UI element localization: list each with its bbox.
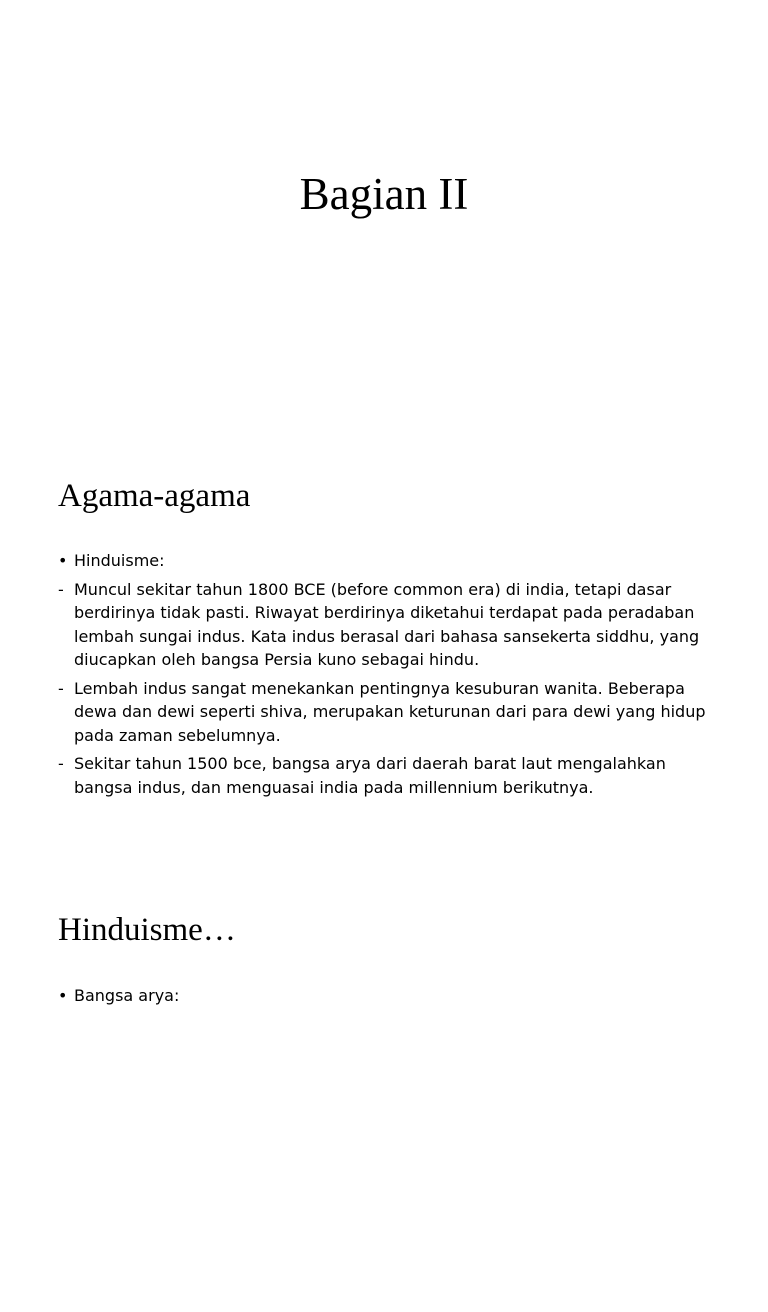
list-item bbox=[58, 677, 718, 748]
list-item bbox=[58, 752, 718, 799]
list-item-text: Sekitar tahun 1500 bce, bangsa arya dari daerah barat laut mengalahkan bangsa indus, dan menguasai india pada millennium berikutnya. bbox=[74, 754, 666, 797]
dash-marker: - bbox=[58, 754, 64, 773]
content-list bbox=[58, 984, 718, 1013]
list-item bbox=[58, 984, 718, 1008]
slide-title: Agama-agama bbox=[58, 478, 251, 514]
list-item bbox=[58, 578, 718, 672]
slide-title: Hinduisme… bbox=[58, 912, 236, 948]
content-list bbox=[58, 549, 718, 804]
bullet-marker: • bbox=[58, 986, 68, 1005]
list-item-text: Lembah indus sangat menekankan pentingnya kesuburan wanita. Beberapa dewa dan dewi seperti shiva, merupakan keturunan dari para dewi yang hidup pada zaman sebelumnya. bbox=[74, 678, 706, 745]
slide-agama bbox=[0, 440, 768, 872]
list-item bbox=[58, 549, 718, 573]
slide-hinduisme bbox=[0, 880, 768, 1312]
slide-cover bbox=[0, 0, 768, 432]
bullet-marker: • bbox=[58, 551, 68, 570]
cover-title: Bagian II bbox=[299, 169, 469, 219]
dash-marker: - bbox=[58, 579, 64, 599]
list-item-text: Hinduisme: bbox=[74, 551, 165, 570]
dash-marker: - bbox=[58, 678, 64, 698]
list-item-text: Muncul sekitar tahun 1800 BCE (before common era) di india, tetapi dasar berdirinya tidak pasti. Riwayat berdirinya diketahui terdapat pada peradaban lembah sungai indus. Kata indus berasal dari bahasa sansekerta siddhu, yang diucapkan oleh bangsa Persia kuno sebagai hindu. bbox=[74, 579, 700, 669]
list-item-text: Bangsa arya: bbox=[74, 986, 180, 1005]
